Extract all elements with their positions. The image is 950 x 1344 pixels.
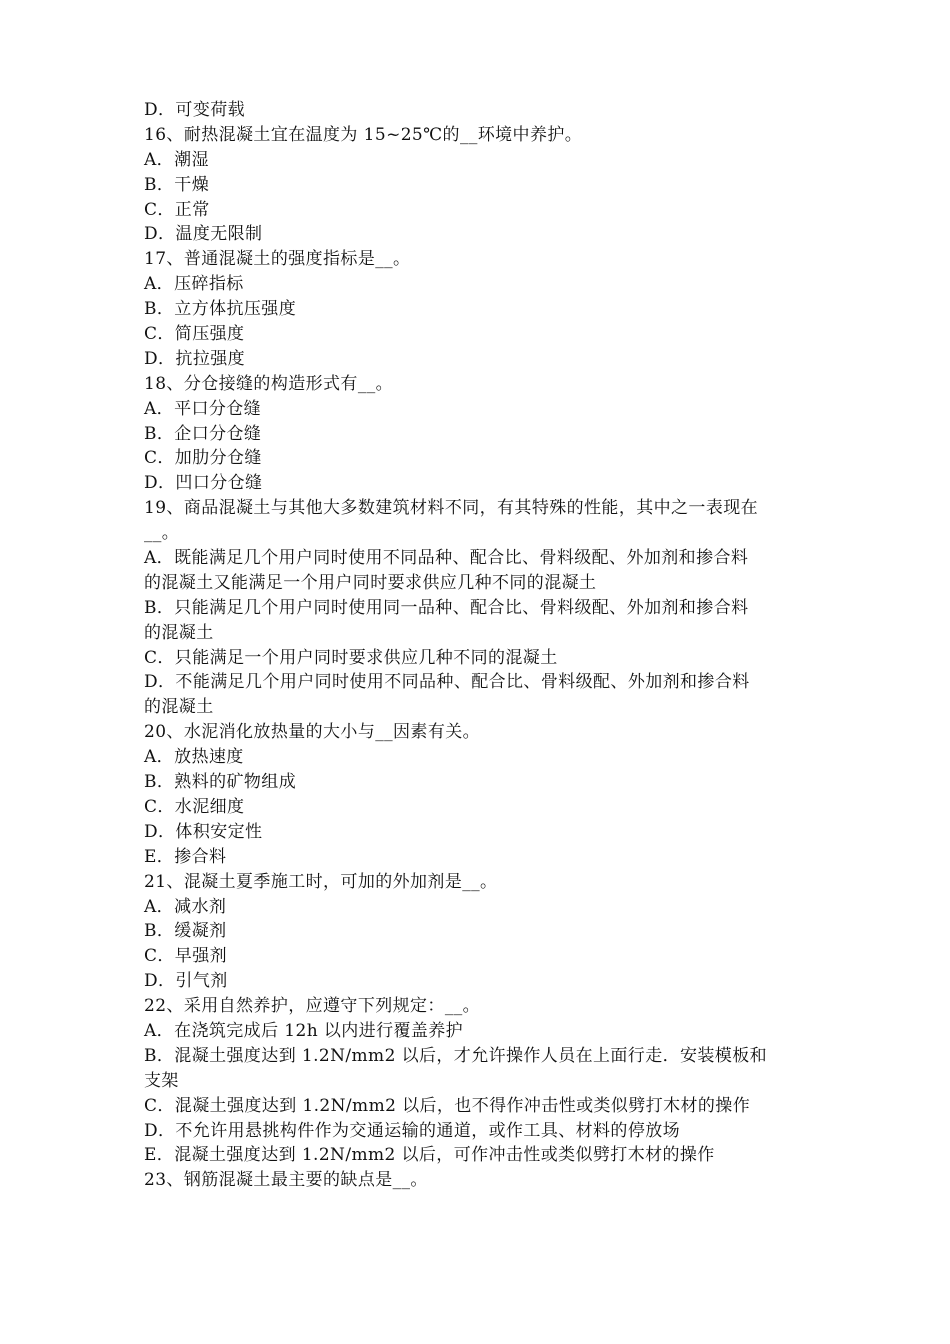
option-line: B．企口分仓缝 — [144, 423, 262, 444]
option-line: D．抗拉强度 — [144, 348, 246, 369]
option-line: D．温度无限制 — [144, 224, 263, 245]
option-line: C．正常 — [144, 199, 210, 220]
option-line-continued: 的混凝土 — [144, 622, 214, 643]
option-line: B．混凝土强度达到 1.2N/mm2 以后，才允许操作人员在上面行走．安装模板和 — [144, 1045, 767, 1066]
option-line: A．减水剂 — [144, 896, 227, 917]
option-line: C．简压强度 — [144, 324, 245, 345]
option-line: E．掺合料 — [144, 846, 227, 867]
question-19: 19、商品混凝土与其他大多数建筑材料不同，有其特殊的性能，其中之一表现在 — [144, 498, 759, 519]
option-line: B．熟料的矿物组成 — [144, 772, 297, 793]
option-line: A．在浇筑完成后 12h 以内进行覆盖养护 — [144, 1020, 464, 1041]
option-line-continued: 的混凝土 — [144, 697, 214, 718]
option-line: D．引气剂 — [144, 971, 228, 992]
option-line: B．只能满足几个用户同时使用同一品种、配合比、骨料级配、外加剂和掺合料 — [144, 597, 749, 618]
option-line: B．立方体抗压强度 — [144, 299, 297, 320]
option-line-continued: 支架 — [144, 1070, 179, 1091]
option-line: D．凹口分仓缝 — [144, 473, 263, 494]
option-line: D．不允许用悬挑构件作为交通运输的通道，或作工具、材料的停放场 — [144, 1120, 681, 1141]
question-20: 20、水泥消化放热量的大小与__因素有关。 — [144, 722, 481, 743]
option-line: B．缓凝剂 — [144, 921, 227, 942]
option-line: A．潮湿 — [144, 149, 209, 170]
text-line: D．可变荷载 — [144, 100, 246, 120]
option-line-continued: 的混凝土又能满足一个用户同时要求供应几种不同的混凝土 — [144, 572, 597, 593]
option-line: C．水泥细度 — [144, 796, 245, 817]
option-line: C．早强剂 — [144, 946, 228, 967]
option-line: D．体积安定性 — [144, 821, 263, 842]
option-line: A．既能满足几个用户同时使用不同品种、配合比、骨料级配、外加剂和掺合料 — [144, 548, 749, 569]
option-line: C．加肋分仓缝 — [144, 448, 262, 469]
option-line: A．放热速度 — [144, 747, 244, 768]
question-18: 18、分仓接缝的构造形式有__。 — [144, 373, 394, 394]
question-19-continued: __。 — [144, 523, 180, 544]
question-23: 23、钢筋混凝土最主要的缺点是__。 — [144, 1170, 428, 1191]
option-line: E．混凝土强度达到 1.2N/mm2 以后，可作冲击性或类似劈打木材的操作 — [144, 1145, 715, 1166]
option-line: A．平口分仓缝 — [144, 398, 262, 419]
option-line: C．只能满足一个用户同时要求供应几种不同的混凝土 — [144, 647, 558, 668]
option-line: B．干燥 — [144, 174, 210, 195]
question-17: 17、普通混凝土的强度指标是__。 — [144, 249, 411, 270]
question-text-block — [144, 98, 812, 1193]
option-line: A．压碎指标 — [144, 274, 244, 295]
option-line: D．不能满足几个用户同时使用不同品种、配合比、骨料级配、外加剂和掺合料 — [144, 672, 750, 693]
question-22: 22、采用自然养护，应遵守下列规定：__。 — [144, 996, 481, 1017]
option-line: C．混凝土强度达到 1.2N/mm2 以后，也不得作冲击性或类似劈打木材的操作 — [144, 1095, 751, 1116]
question-21: 21、混凝土夏季施工时，可加的外加剂是__。 — [144, 871, 498, 892]
question-16: 16、耐热混凝土宜在温度为 15~25℃的__环境中养护。 — [144, 124, 583, 145]
